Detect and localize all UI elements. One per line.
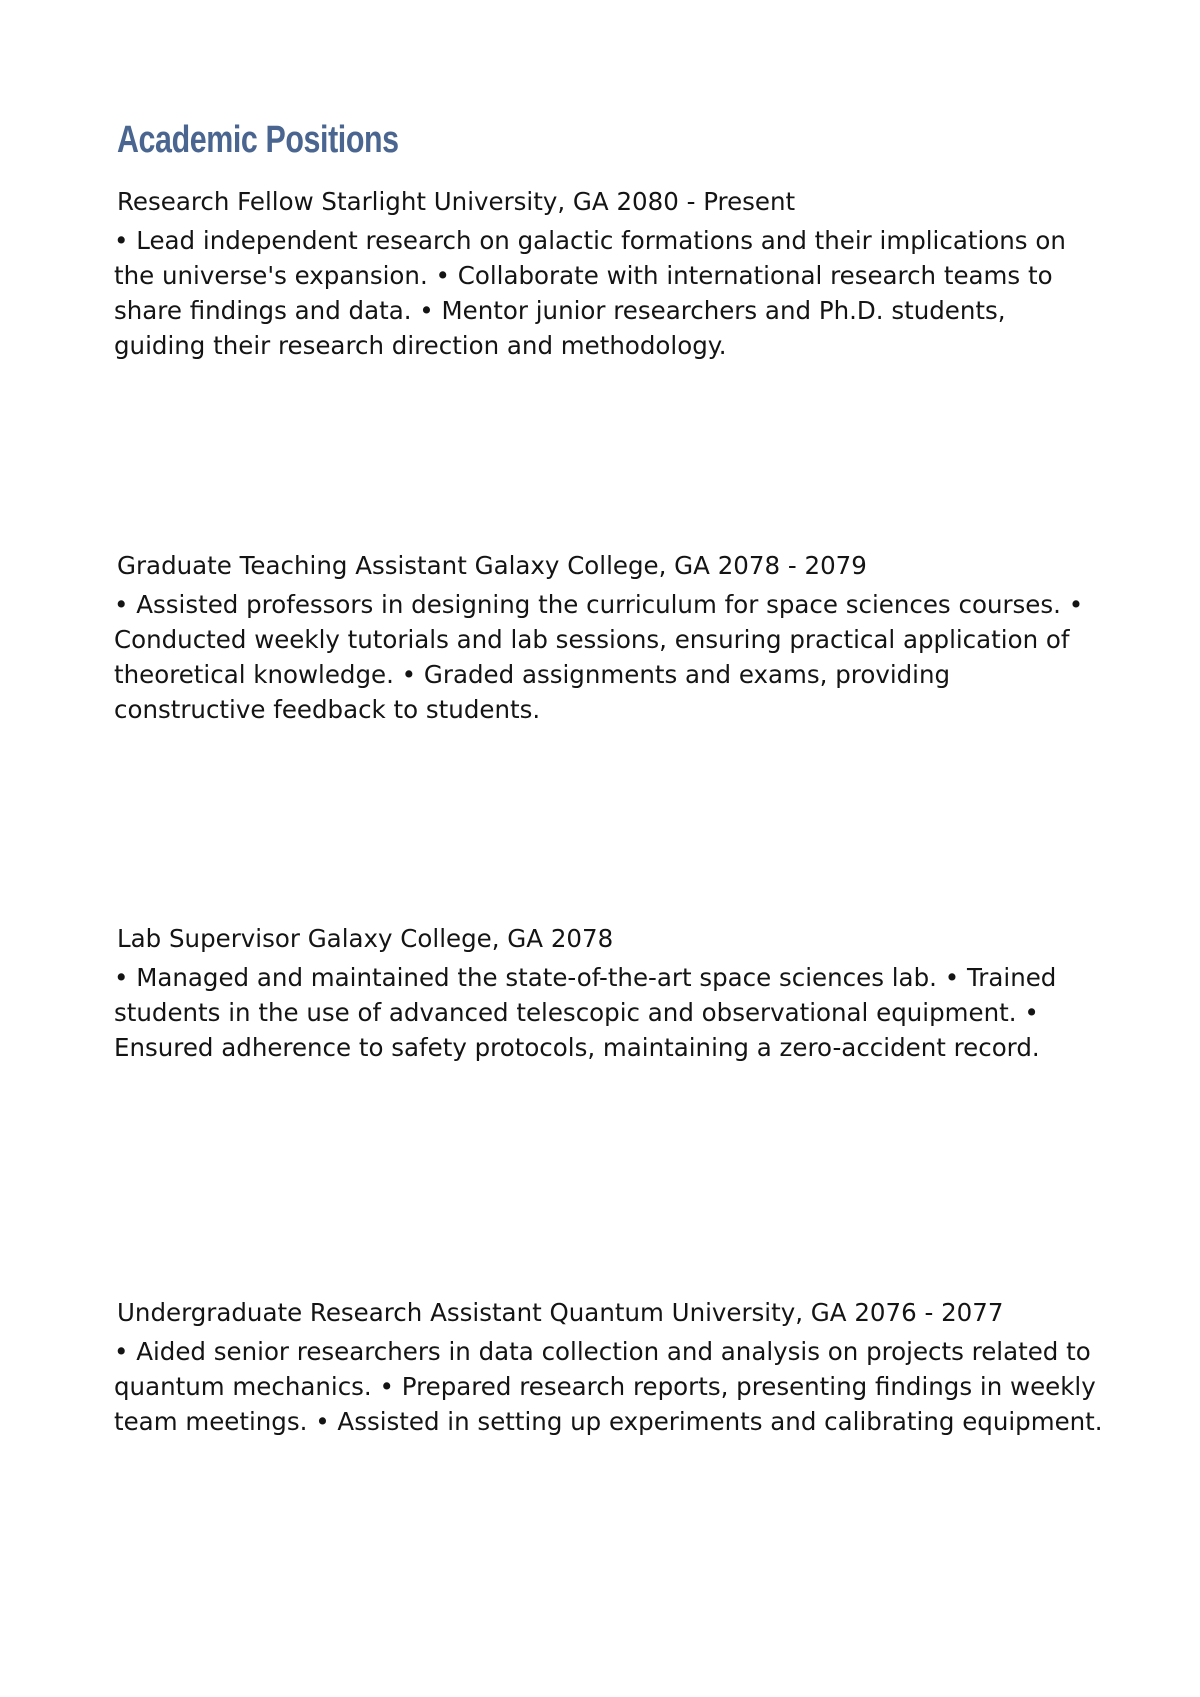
position-entry [114, 921, 1104, 1065]
position-heading: Research Fellow Starlight University, GA 2080 - Present [117, 187, 796, 216]
position-description: • Assisted professors in designing the curriculum for space sciences courses. • Conducted weekly tutorials and lab sessions, ensuring practical application of theoretical knowledge. • Graded assignments and exams, providing constructive feedback to students. [114, 590, 1084, 724]
position-heading: Undergraduate Research Assistant Quantum University, GA 2076 - 2077 [117, 1298, 1004, 1327]
position-entry [114, 184, 1104, 363]
position-entry [114, 548, 1104, 727]
position-entry [114, 1295, 1104, 1439]
position-heading: Lab Supervisor Galaxy College, GA 2078 [117, 924, 614, 953]
position-description: • Managed and maintained the state-of-the-art space sciences lab. • Trained students in the use of advanced telescopic and observational equipment. • Ensured adherence to safety protocols, maintaining a zero-accident record. [114, 963, 1057, 1062]
section-title: Academic Positions [117, 119, 399, 161]
position-heading: Graduate Teaching Assistant Galaxy College, GA 2078 - 2079 [117, 551, 867, 580]
position-description: • Aided senior researchers in data collection and analysis on projects related to quantum mechanics. • Prepared research reports, presenting findings in weekly team meetings. • Assisted in setting up experiments and calibrating equipment. [114, 1337, 1103, 1436]
position-description: • Lead independent research on galactic formations and their implications on the universe's expansion. • Collaborate with international research teams to share findings and data. • Mentor junior researchers and Ph.D. students, guiding their research direction and methodology. [114, 226, 1066, 360]
